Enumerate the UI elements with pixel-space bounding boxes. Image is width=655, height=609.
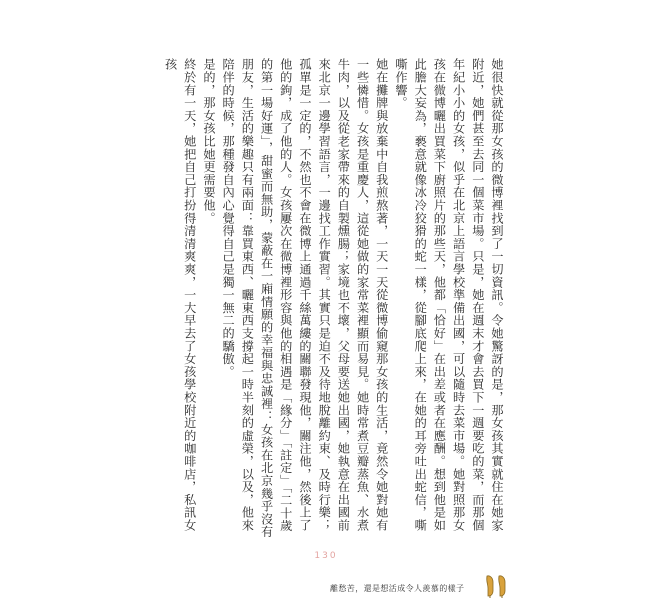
vertical-text-body [162, 58, 506, 540]
high-heel-shoes-icon [484, 572, 512, 598]
left-shoe-icon [487, 576, 493, 596]
running-footer-title: 離愁苦，還是想活成令人羨慕的樣子 [330, 584, 465, 593]
paragraph: 她很快就從那女孩的微博裡找到了一切資訊。令她驚訝的是，那女孩其實就住在她家附近，她們甚至去同一個菜市場。只是，她在週末才會去買下一週要吃的菜，而那個年紀小小的女孩，似乎在北京上語言學校準備出國，可以隨時去菜市場。她對照那女孩在微博曬出買菜下廚照片的那些天，他都「恰好」在出差或者在應酬。想到他是如此膽大妄為，褻意就像冰冷狡猾的蛇一樣，從腳底爬上來，在她的耳旁吐出蛇信，嘶嘶作響。 [393, 58, 504, 532]
paragraph: 終於有一天，她把自己打扮得清清爽爽，一大早去了女孩學校附近的咖啡店，私訊女孩 [163, 58, 197, 532]
paragraph: 她在攤牌與放棄中自我煎熬著，一天一天從微博偷窺那女孩的生活，竟然令她對她有一些憐惜。女孩是重慶人，這從她做的家常菜裡顯而易見。她時常煮豆瓣蒸魚、水煮牛肉，以及從老家帶來的自製燻腸；家境也不壞，父母要送她出國，她執意在出國前來北京一邊學習語言，一邊找工作實習。其實只是迫不及待地脫離約束、及時行樂；孤單是一定的，不然也不會在微博上通過千絲萬縷的關聯發現他，關注他，然後上了他的鉤，成了他的人。女孩屢次在微博裡形容與他的相遇是「緣分」「註定」「二十歲的第一場好運」，甜蜜而無助，蒙蔽在一廂情願的幸福與忠誠裡：女孩在北京幾乎沒有朋友，生活的樂趣只有兩面：靠買東西、曬東西支撐起一時半刻的虛榮，以及，他來陪伴的時候，那種發自內心覺得自己是獨一無二的驕傲。 [221, 58, 389, 539]
right-shoe-icon [499, 576, 505, 596]
paragraph: 是的，那女孩比她更需要他。 [201, 58, 216, 225]
page-number: 130 [314, 551, 338, 561]
